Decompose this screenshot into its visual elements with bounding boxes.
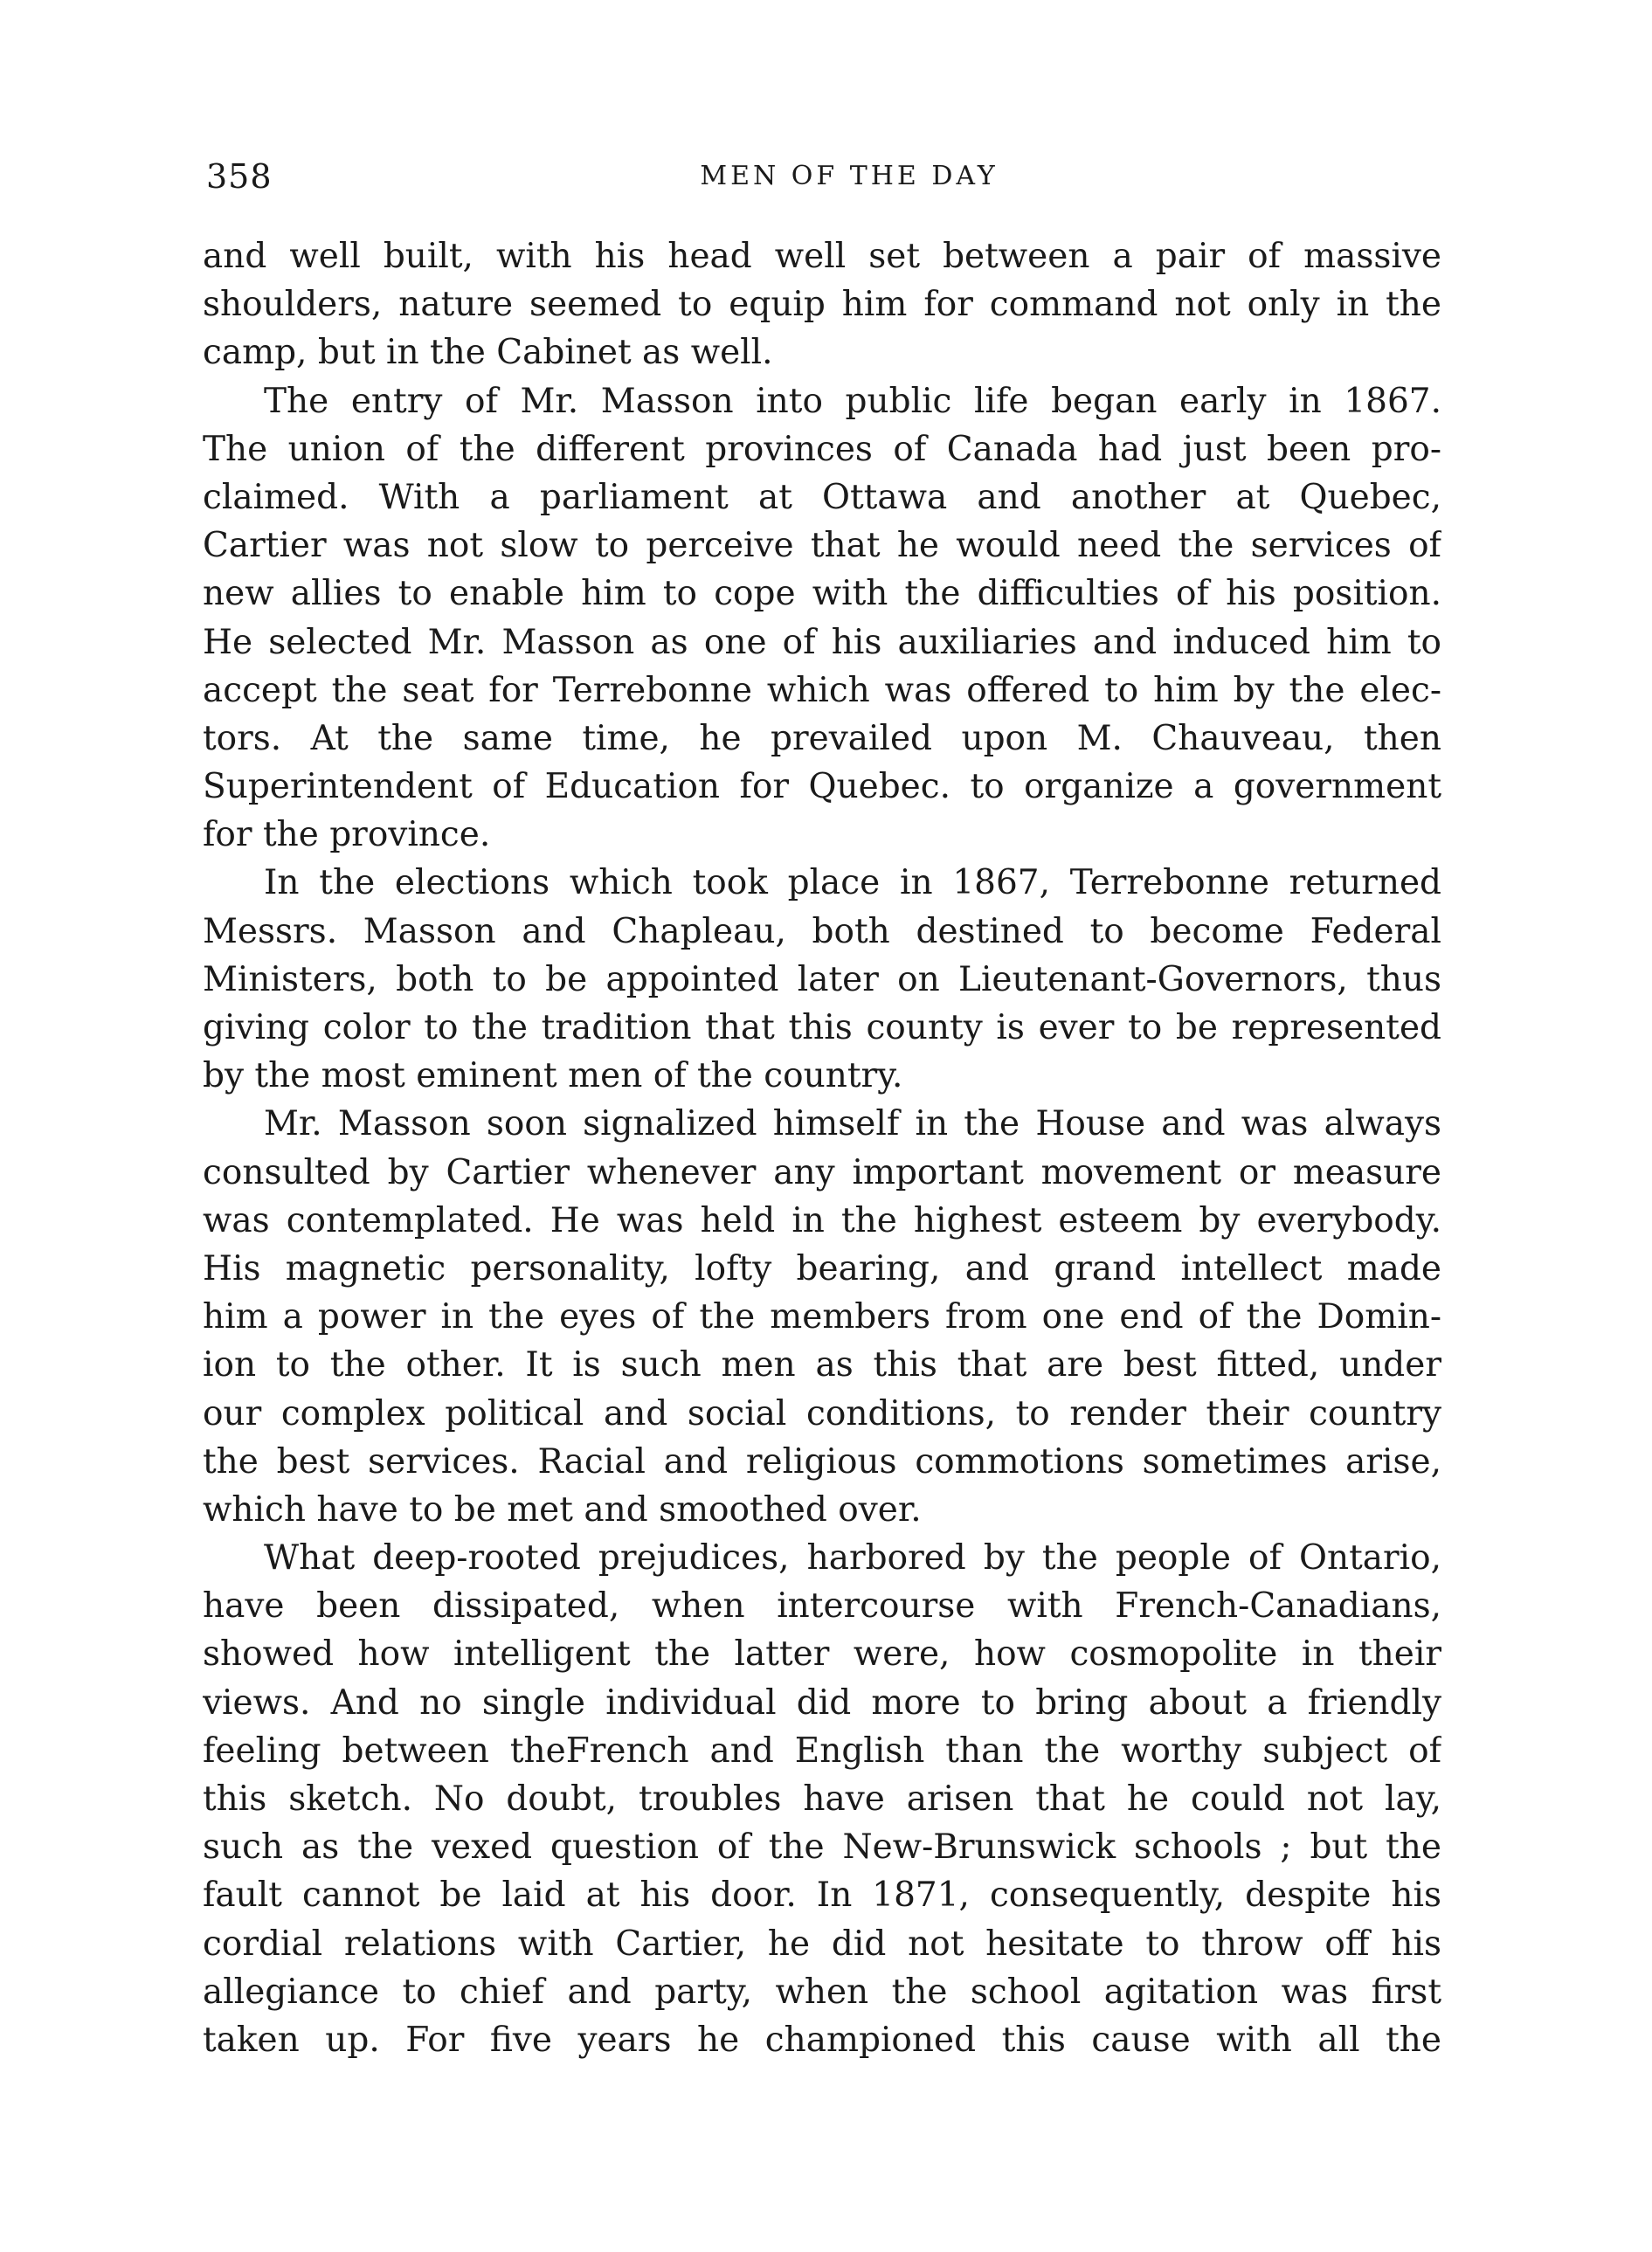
text-line: tors. At the same time, he prevailed upon M. Chauveau, then (203, 718, 1441, 758)
text-line: He selected Mr. Masson as one of his auxiliaries and induced him to (203, 622, 1441, 662)
text-line: The union of the different provinces of Canada had just been pro- (203, 429, 1441, 469)
text-line: ion to the other. It is such men as this that are best fitted, under (203, 1345, 1441, 1385)
text-line: In the elections which took place in 1867, Terrebonne returned (264, 863, 1441, 903)
text-line: shoulders, nature seemed to equip him for command not only in the (203, 285, 1441, 325)
text-line: The entry of Mr. Masson into public life began early in 1867. (264, 381, 1441, 421)
running-head: MEN OF THE DAY (700, 161, 999, 191)
text-line: have been dissipated, when intercourse with French-Canadians, (203, 1586, 1441, 1627)
text-line: cordial relations with Cartier, he did not hesitate to throw off his (203, 1924, 1441, 1964)
text-line: Cartier was not slow to perceive that he would need the services of (203, 526, 1441, 566)
text-line: by the most eminent men of the country. (203, 1056, 903, 1096)
text-line: giving color to the tradition that this county is ever to be represented (203, 1008, 1441, 1047)
text-line: allegiance to chief and party, when the school agitation was first (203, 1972, 1441, 2012)
text-line: views. And no single individual did more to bring about a friendly (203, 1682, 1441, 1723)
text-line: accept the seat for Terrebonne which was offered to him by the elec- (203, 670, 1441, 710)
page-number: 358 (206, 157, 273, 196)
text-line: was contemplated. He was held in the highest esteem by everybody. (203, 1200, 1441, 1240)
text-line: showed how intelligent the latter were, how cosmopolite in their (203, 1634, 1441, 1675)
text-line: for the province. (203, 815, 491, 855)
text-line: this sketch. No doubt, troubles have arisen that he could not lay, (203, 1779, 1441, 1819)
page-header (206, 150, 1440, 203)
text-line: fault cannot be laid at his door. In 1871, consequently, despite his (203, 1876, 1441, 1916)
text-line: Superintendent of Education for Quebec. to organize a government (203, 767, 1441, 807)
text-line: consulted by Cartier whenever any important movement or measure (203, 1152, 1441, 1192)
text-line: taken up. For five years he championed this cause with all the (203, 2020, 1441, 2060)
text-line: such as the vexed question of the New-Brunswick schools ; but the (203, 1827, 1441, 1868)
text-line: Messrs. Masson and Chapleau, both destined to become Federal (203, 911, 1441, 951)
text-line: and well built, with his head well set between a pair of massive (203, 237, 1441, 276)
text-line: Mr. Masson soon signalized himself in the House and was always (264, 1104, 1441, 1144)
text-line: What deep-rooted prejudices, harbored by the people of Ontario, (264, 1538, 1441, 1578)
text-line: the best services. Racial and religious commotions sometimes arise, (203, 1441, 1441, 1482)
text-line: him a power in the eyes of the members from one end of the Domin- (203, 1297, 1441, 1337)
text-line: claimed. With a parliament at Ottawa and another at Quebec, (203, 477, 1441, 517)
body-text (203, 232, 1441, 2064)
text-line: new allies to enable him to cope with the difficulties of his position. (203, 574, 1441, 614)
text-line: our complex political and social conditions, to render their country (203, 1393, 1441, 1433)
text-line: His magnetic personality, lofty bearing, and grand intellect made (203, 1248, 1441, 1288)
text-line: Ministers, both to be appointed later on Lieutenant-Governors, thus (203, 959, 1441, 999)
text-line: feeling between theFrench and English than the worthy subject of (203, 1730, 1441, 1771)
text-line: which have to be met and smoothed over. (203, 1489, 922, 1530)
text-line: camp, but in the Cabinet as well. (203, 333, 773, 373)
